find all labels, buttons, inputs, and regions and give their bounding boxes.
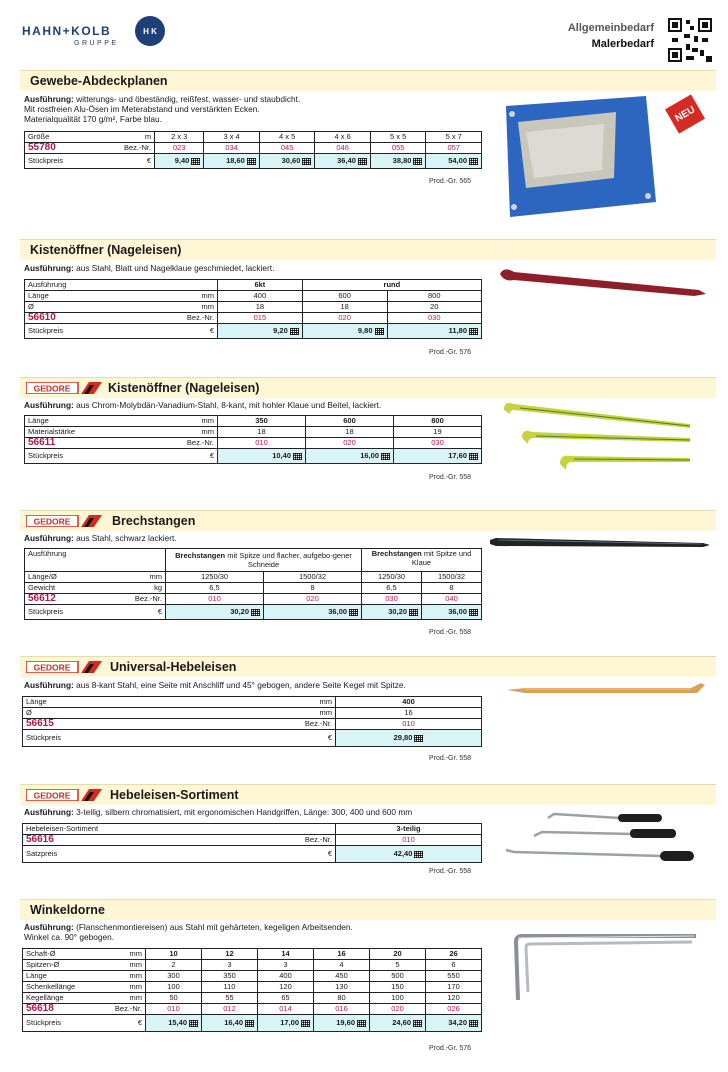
- row-label: Ø: [23, 708, 280, 719]
- order-code-icon: [245, 1020, 254, 1027]
- svg-text:GEDORE: GEDORE: [33, 790, 71, 801]
- company-logo: HAHN+KOLB: [22, 24, 112, 38]
- code-cell: 020: [370, 1004, 426, 1015]
- section-title: Brechstangen: [112, 514, 196, 528]
- order-code-icon: [414, 735, 423, 742]
- table-cell: 170: [426, 982, 482, 993]
- order-code-icon: [290, 328, 299, 335]
- unit-label: mm: [171, 291, 218, 302]
- product-table-56615: [22, 696, 482, 747]
- gedore-logo-icon: [26, 661, 102, 673]
- bez-label: Bez.-Nr.: [121, 143, 155, 154]
- table-cell: 5 x 7: [426, 132, 482, 143]
- table-cell: rund: [302, 280, 481, 291]
- code-cell: 030: [362, 594, 422, 605]
- description-text: Mit rostfreien Alu-Ösen im Meterabstand und verstärkten Ecken.: [24, 104, 260, 114]
- order-code-icon: [191, 158, 200, 165]
- code-cell: 045: [259, 143, 315, 154]
- gedore-logo-icon: [26, 789, 102, 801]
- article-number: 56610: [25, 313, 172, 324]
- product-group: Prod.-Gr. 576: [429, 349, 472, 356]
- price-cell: 15,40: [146, 1015, 202, 1032]
- table-cell: 1500/32: [422, 572, 482, 583]
- description-label: Ausführung:: [24, 680, 74, 690]
- currency-label: €: [171, 324, 218, 339]
- new-badge: NEU: [665, 94, 705, 133]
- table-cell: 120: [426, 993, 482, 1004]
- article-number: 56618: [23, 1004, 102, 1015]
- price-cell: 9,20: [218, 324, 303, 339]
- product-table-56618: [22, 948, 482, 1032]
- description-text: Winkel ca. 90° gebogen.: [24, 932, 115, 942]
- currency-label: €: [121, 154, 155, 169]
- table-cell: 3: [202, 960, 258, 971]
- product-table-56612: [24, 548, 482, 620]
- table-cell: 100: [370, 993, 426, 1004]
- table-cell: 55: [202, 993, 258, 1004]
- code-cell: 057: [426, 143, 482, 154]
- order-code-icon: [251, 609, 260, 616]
- price-cell: 34,20: [426, 1015, 482, 1032]
- price-cell: 16,40: [202, 1015, 258, 1032]
- unit-label: mm: [121, 572, 166, 583]
- order-code-icon: [349, 609, 358, 616]
- section-title: Gewebe-Abdeckplanen: [30, 74, 168, 88]
- code-cell: 010: [166, 594, 264, 605]
- row-label: Stückpreis: [23, 730, 280, 747]
- gedore-nail-puller-image: [500, 398, 700, 474]
- code-cell: 020: [302, 313, 387, 324]
- unit-label: mm: [279, 697, 336, 708]
- code-cell: 020: [264, 594, 362, 605]
- order-code-icon: [469, 609, 478, 616]
- description-label: Ausführung:: [24, 807, 74, 817]
- table-cell: 80: [314, 993, 370, 1004]
- table-cell: 16: [336, 708, 482, 719]
- product-table-56610: [24, 279, 482, 339]
- row-label: Länge: [23, 971, 102, 982]
- currency-label: €: [101, 1015, 146, 1032]
- product-group: Prod.-Gr. 565: [429, 178, 472, 185]
- crowbar-image: [488, 534, 714, 556]
- table-cell: 350: [218, 416, 306, 427]
- code-cell: 040: [422, 594, 482, 605]
- order-code-icon: [247, 158, 256, 165]
- code-cell: 015: [218, 313, 303, 324]
- table-cell: 120: [258, 982, 314, 993]
- unit-label: [171, 280, 218, 291]
- page-header: [0, 0, 728, 68]
- table-cell: 1250/30: [362, 572, 422, 583]
- table-cell: 18: [218, 302, 303, 313]
- code-cell: 026: [426, 1004, 482, 1015]
- table-cell: 4 x 6: [315, 132, 371, 143]
- code-cell: 016: [314, 1004, 370, 1015]
- description-text: aus Chrom-Molybdän-Vanadium-Stahl, 8-kant, mit hohler Klaue und Beitel, lackiert.: [76, 400, 382, 410]
- table-cell: 3-teilig: [336, 824, 482, 835]
- product-description: [24, 400, 494, 410]
- table-cell: 3 x 4: [204, 132, 260, 143]
- code-cell: 030: [394, 438, 482, 449]
- svg-text:GEDORE: GEDORE: [33, 383, 71, 394]
- price-cell: 10,40: [218, 449, 306, 464]
- code-cell: 014: [258, 1004, 314, 1015]
- price-cell: 18,60: [204, 154, 260, 169]
- table-cell: 18: [302, 302, 387, 313]
- order-code-icon: [301, 1020, 310, 1027]
- product-description: [24, 922, 494, 942]
- table-cell: 18: [306, 427, 394, 438]
- order-code-icon: [469, 453, 478, 460]
- article-number: 56611: [25, 438, 172, 449]
- logo-badge-icon: H K: [135, 16, 165, 46]
- table-cell: 300: [146, 971, 202, 982]
- price-cell: 19,60: [314, 1015, 370, 1032]
- row-label: Spitzen-Ø: [23, 960, 102, 971]
- nail-puller-image: [494, 258, 714, 308]
- unit-label: mm: [101, 960, 146, 971]
- table-cell: 18: [218, 427, 306, 438]
- table-cell: 19: [394, 427, 482, 438]
- currency-label: €: [279, 730, 336, 747]
- pry-bar-image: [505, 680, 715, 700]
- bez-label: Bez.-Nr.: [171, 313, 218, 324]
- order-code-icon: [409, 609, 418, 616]
- table-cell: 26: [426, 949, 482, 960]
- price-cell: 17,00: [258, 1015, 314, 1032]
- table-cell: 6,5: [362, 583, 422, 594]
- product-group: Prod.-Gr. 558: [429, 868, 472, 875]
- table-cell: Brechstangen mit Spitze und flacher, aufgebo-gener Schneide: [166, 549, 362, 572]
- section-title: Kistenöffner (Nageleisen): [108, 381, 260, 395]
- row-label: Gewicht: [25, 583, 122, 594]
- company-logo-subtitle: GRUPPE: [74, 40, 119, 47]
- price-cell: 16,00: [306, 449, 394, 464]
- description-label: Ausführung:: [24, 922, 74, 932]
- article-number: 56616: [23, 835, 280, 846]
- description-text: aus 8-kant Stahl, eine Seite mit Anschliff und 45° gebogen, andere Seite Kegel mit Spitze.: [76, 680, 406, 690]
- row-label: Ausführung: [25, 280, 172, 291]
- code-cell: 020: [306, 438, 394, 449]
- product-table-55780: [24, 131, 482, 169]
- table-cell: 65: [258, 993, 314, 1004]
- order-code-icon: [293, 453, 302, 460]
- order-code-icon: [381, 453, 390, 460]
- price-cell: 36,40: [315, 154, 371, 169]
- row-label: Länge: [25, 416, 172, 427]
- price-cell: 42,40: [336, 846, 482, 863]
- table-cell: 12: [202, 949, 258, 960]
- bez-label: Bez.-Nr.: [171, 438, 218, 449]
- currency-label: €: [279, 846, 336, 863]
- unit-label: mm: [171, 427, 218, 438]
- unit-label: kg: [121, 583, 166, 594]
- description-text: aus Stahl, Blatt und Nagelklaue geschmiedet, lackiert.: [76, 263, 275, 273]
- price-cell: 30,20: [362, 605, 422, 620]
- product-description: [24, 533, 494, 543]
- row-label: Stückpreis: [25, 605, 122, 620]
- table-cell: 800: [387, 291, 482, 302]
- table-cell: 3: [258, 960, 314, 971]
- product-table-56616: [22, 823, 482, 863]
- description-text: witterungs- und öbeständig, reißfest, wasser- und staubdicht.: [76, 94, 301, 104]
- order-code-icon: [375, 328, 384, 335]
- description-text: (Flanschenmontiereisen) aus Stahl mit gehärteten, kegeligen Arbeitsenden.: [76, 922, 353, 932]
- unit-label: mm: [171, 302, 218, 313]
- row-label: Stückpreis: [23, 1015, 102, 1032]
- price-cell: 30,60: [259, 154, 315, 169]
- table-cell: 1500/32: [264, 572, 362, 583]
- product-group: Prod.-Gr. 576: [429, 1045, 472, 1052]
- description-text: aus Stahl, schwarz lackiert.: [76, 533, 177, 543]
- table-cell: 20: [387, 302, 482, 313]
- price-cell: 30,20: [166, 605, 264, 620]
- unit-label: m: [121, 132, 155, 143]
- description-text: 3-teilig, silbern chromatisiert, mit ergonomischen Handgriffen, Länge: 300, 400 und 600 mm: [76, 807, 413, 817]
- price-cell: 36,00: [422, 605, 482, 620]
- section-header-gedore-kistenoeffner: [20, 377, 716, 398]
- row-label: Stückpreis: [25, 154, 122, 169]
- price-cell: 9,80: [302, 324, 387, 339]
- unit-label: [279, 824, 336, 835]
- description-label: Ausführung:: [24, 94, 74, 104]
- code-cell: 034: [204, 143, 260, 154]
- order-code-icon: [469, 158, 478, 165]
- svg-text:GEDORE: GEDORE: [33, 516, 71, 527]
- table-cell: 6kt: [218, 280, 303, 291]
- table-cell: 8: [264, 583, 362, 594]
- price-cell: 36,00: [264, 605, 362, 620]
- row-label: Ø: [25, 302, 172, 313]
- unit-label: [121, 549, 166, 572]
- table-cell: 2 x 3: [155, 132, 204, 143]
- row-label: Kegellänge: [23, 993, 102, 1004]
- unit-label: mm: [279, 708, 336, 719]
- table-cell: 6,5: [166, 583, 264, 594]
- table-cell: 14: [258, 949, 314, 960]
- table-cell: 150: [370, 982, 426, 993]
- price-cell: 54,00: [426, 154, 482, 169]
- row-label: Schenkellänge: [23, 982, 102, 993]
- table-cell: 4 x 5: [259, 132, 315, 143]
- unit-label: mm: [101, 949, 146, 960]
- table-cell: 450: [314, 971, 370, 982]
- code-cell: 023: [155, 143, 204, 154]
- row-label: Ausführung: [25, 549, 122, 572]
- table-cell: 350: [202, 971, 258, 982]
- row-label: Länge/Ø: [25, 572, 122, 583]
- table-cell: 400: [258, 971, 314, 982]
- qr-code-icon: [666, 16, 714, 64]
- description-label: Ausführung:: [24, 263, 74, 273]
- code-cell: 010: [146, 1004, 202, 1015]
- svg-text:GEDORE: GEDORE: [33, 662, 71, 673]
- code-cell: 010: [218, 438, 306, 449]
- product-table-56611: [24, 415, 482, 464]
- price-cell: 9,40: [155, 154, 204, 169]
- row-label: Stückpreis: [25, 324, 172, 339]
- gedore-logo-icon: [26, 515, 102, 527]
- section-header-hebeleisen-sortiment: [20, 784, 716, 805]
- unit-label: mm: [101, 971, 146, 982]
- row-label: Satzpreis: [23, 846, 280, 863]
- bez-label: Bez.-Nr.: [121, 594, 166, 605]
- table-cell: 16: [314, 949, 370, 960]
- gedore-logo-icon: [26, 382, 102, 394]
- row-label: Größe: [25, 132, 122, 143]
- price-cell: 11,80: [387, 324, 482, 339]
- order-code-icon: [469, 1020, 478, 1027]
- order-code-icon: [413, 1020, 422, 1027]
- order-code-icon: [189, 1020, 198, 1027]
- description-label: Ausführung:: [24, 533, 74, 543]
- section-title: Universal-Hebeleisen: [110, 660, 237, 674]
- table-cell: 2: [146, 960, 202, 971]
- currency-label: €: [171, 449, 218, 464]
- section-header-universal-hebeleisen: [20, 656, 716, 677]
- order-code-icon: [414, 851, 423, 858]
- code-cell: 030: [387, 313, 482, 324]
- table-cell: 550: [426, 971, 482, 982]
- tarp-image: [496, 92, 660, 222]
- table-cell: 800: [394, 416, 482, 427]
- row-label: Länge: [23, 697, 280, 708]
- table-cell: 5 x 5: [370, 132, 426, 143]
- product-description: [24, 680, 494, 690]
- table-cell: 8: [422, 583, 482, 594]
- code-cell: 055: [370, 143, 426, 154]
- code-cell: 010: [336, 835, 482, 846]
- order-code-icon: [302, 158, 311, 165]
- description-label: Ausführung:: [24, 400, 74, 410]
- price-cell: 24,60: [370, 1015, 426, 1032]
- code-cell: 012: [202, 1004, 258, 1015]
- order-code-icon: [358, 158, 367, 165]
- bez-label: Bez.-Nr.: [101, 1004, 146, 1015]
- table-cell: 10: [146, 949, 202, 960]
- order-code-icon: [413, 158, 422, 165]
- pry-bar-set-image: [502, 808, 698, 870]
- unit-label: mm: [171, 416, 218, 427]
- order-code-icon: [469, 328, 478, 335]
- code-cell: 046: [315, 143, 371, 154]
- table-cell: 4: [314, 960, 370, 971]
- article-number: 56615: [23, 719, 280, 730]
- section-header-kistenoeffner: [20, 239, 716, 260]
- table-cell: 100: [146, 982, 202, 993]
- row-label: Hebeleisen-Sortiment: [23, 824, 280, 835]
- product-group: Prod.-Gr. 558: [429, 474, 472, 481]
- table-cell: 20: [370, 949, 426, 960]
- description-text: Materialqualität 170 g/m², Farbe blau.: [24, 114, 162, 124]
- price-cell: 29,80: [336, 730, 482, 747]
- section-title: Hebeleisen-Sortiment: [110, 788, 239, 802]
- unit-label: mm: [101, 982, 146, 993]
- table-cell: 50: [146, 993, 202, 1004]
- table-cell: 600: [302, 291, 387, 302]
- table-cell: 110: [202, 982, 258, 993]
- category-label: Allgemeinbedarf: [567, 22, 654, 34]
- unit-label: mm: [101, 993, 146, 1004]
- row-label: Länge: [25, 291, 172, 302]
- row-label: Schaft-Ø: [23, 949, 102, 960]
- angle-mandrel-image: [506, 928, 702, 1008]
- row-label: Materialstärke: [25, 427, 172, 438]
- bez-label: Bez.-Nr.: [279, 835, 336, 846]
- table-cell: 500: [370, 971, 426, 982]
- article-number: 55780: [25, 143, 122, 154]
- price-cell: 17,60: [394, 449, 482, 464]
- currency-label: €: [121, 605, 166, 620]
- order-code-icon: [357, 1020, 366, 1027]
- section-header-abdeckplanen: [20, 70, 716, 91]
- section-title: Winkeldorne: [30, 903, 105, 917]
- table-cell: 400: [336, 697, 482, 708]
- article-number: 56612: [25, 594, 122, 605]
- bez-label: Bez.-Nr.: [279, 719, 336, 730]
- product-group: Prod.-Gr. 558: [429, 755, 472, 762]
- section-title: Kistenöffner (Nageleisen): [30, 243, 182, 257]
- product-description: [24, 263, 494, 273]
- subcategory-label: Malerbedarf: [591, 38, 654, 50]
- table-cell: 600: [306, 416, 394, 427]
- table-cell: 130: [314, 982, 370, 993]
- product-group: Prod.-Gr. 558: [429, 629, 472, 636]
- product-description: [24, 807, 494, 817]
- table-cell: 5: [370, 960, 426, 971]
- table-cell: 400: [218, 291, 303, 302]
- row-label: Stückpreis: [25, 449, 172, 464]
- table-cell: 1250/30: [166, 572, 264, 583]
- section-header-winkeldorne: [20, 899, 716, 920]
- table-cell: Brechstangen mit Spitze und Klaue: [362, 549, 482, 572]
- section-header-brechstangen: [20, 510, 716, 531]
- code-cell: 010: [336, 719, 482, 730]
- price-cell: 38,80: [370, 154, 426, 169]
- table-cell: 6: [426, 960, 482, 971]
- product-description: [24, 94, 494, 124]
